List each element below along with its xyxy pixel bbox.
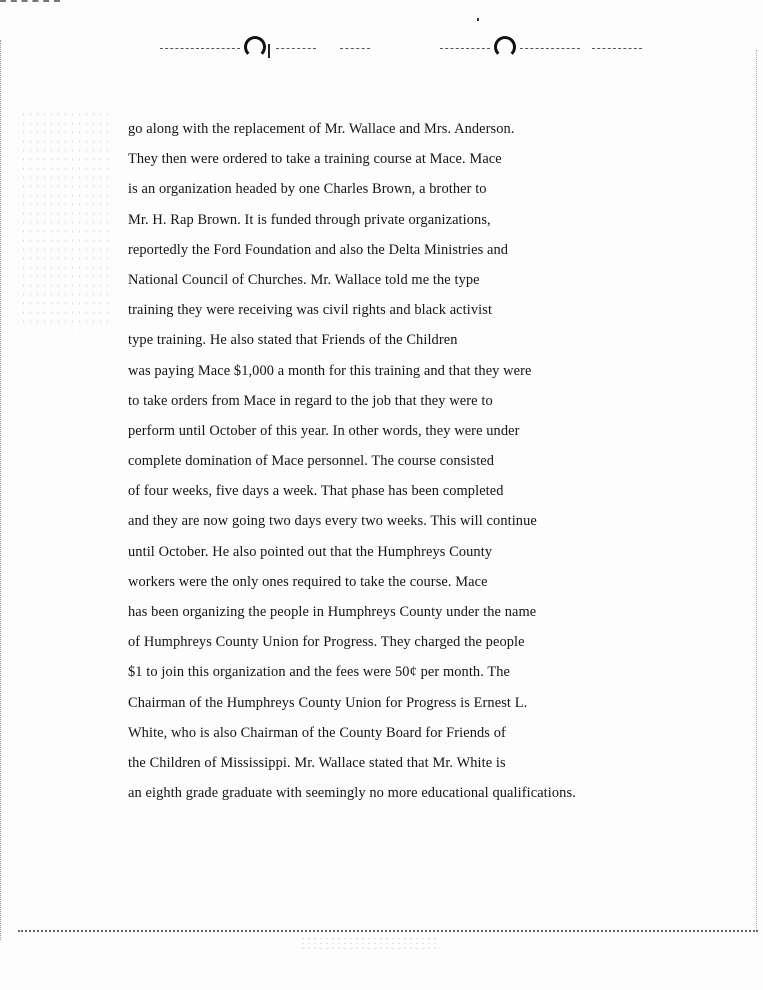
punch-hole-left: [244, 36, 266, 58]
punch-dash-mid2: [340, 48, 370, 50]
punch-dash-right3: [592, 48, 642, 50]
punch-dash-right2: [520, 48, 580, 50]
text-line: and they are now going two days every two weeks. This will continue: [128, 513, 537, 530]
scan-edge-right: [742, 50, 757, 930]
text-line: reportedly the Ford Foundation and also the Delta Ministries and: [128, 241, 509, 258]
text-line: type training. He also stated that Friends of the Children: [128, 332, 458, 349]
text-line: an eighth grade graduate with seemingly no more educational qualifications.: [128, 785, 576, 802]
punch-hole-right: [494, 36, 516, 58]
scan-edge-bottom: [18, 930, 758, 934]
text-line: has been organizing the people in Humphreys County under the name: [128, 604, 537, 620]
scan-edge-top: [0, 0, 60, 5]
text-line: of Humphreys County Union for Progress. They charged the people: [128, 634, 525, 651]
text-line: workers were the only ones required to take the course. Mace: [128, 573, 488, 590]
text-line: was paying Mace $1,000 a month for this training and that they were: [128, 362, 532, 379]
text-line: of four weeks, five days a week. That phase has been completed: [128, 483, 504, 500]
body-text: [128, 114, 648, 808]
text-line: the Children of Mississippi. Mr. Wallace stated that Mr. White is: [128, 754, 506, 771]
punch-hole-left-tick: [268, 44, 270, 58]
scan-mark: [477, 18, 479, 21]
text-line: $1 to join this organization and the fees were 50¢ per month. The: [128, 664, 511, 681]
text-line: Chairman of the Humphreys County Union for Progress is Ernest L.: [128, 694, 528, 711]
punch-dash-right: [440, 48, 490, 50]
scan-noise-left: [20, 110, 110, 330]
text-line: National Council of Churches. Mr. Wallace told me the type: [128, 271, 480, 288]
scan-noise-bottom: [300, 936, 440, 950]
scan-edge-left: [0, 40, 15, 940]
text-line: perform until October of this year. In other words, they were under: [128, 422, 520, 439]
punch-dash-left: [160, 48, 240, 50]
text-line: They then were ordered to take a training course at Mace. Mace: [128, 151, 502, 168]
text-line: White, who is also Chairman of the County Board for Friends of: [128, 724, 506, 741]
punch-dash-mid: [276, 48, 316, 50]
text-line: training they were receiving was civil rights and black activist: [128, 302, 493, 319]
text-line: to take orders from Mace in regard to the job that they were to: [128, 392, 493, 409]
text-line: go along with the replacement of Mr. Wallace and Mrs. Anderson.: [128, 121, 515, 137]
text-line: is an organization headed by one Charles Brown, a brother to: [128, 181, 487, 198]
text-line: until October. He also pointed out that the Humphreys County: [128, 543, 493, 560]
text-line: complete domination of Mace personnel. The course consisted: [128, 453, 495, 470]
text-line: Mr. H. Rap Brown. It is funded through private organizations,: [128, 211, 491, 228]
